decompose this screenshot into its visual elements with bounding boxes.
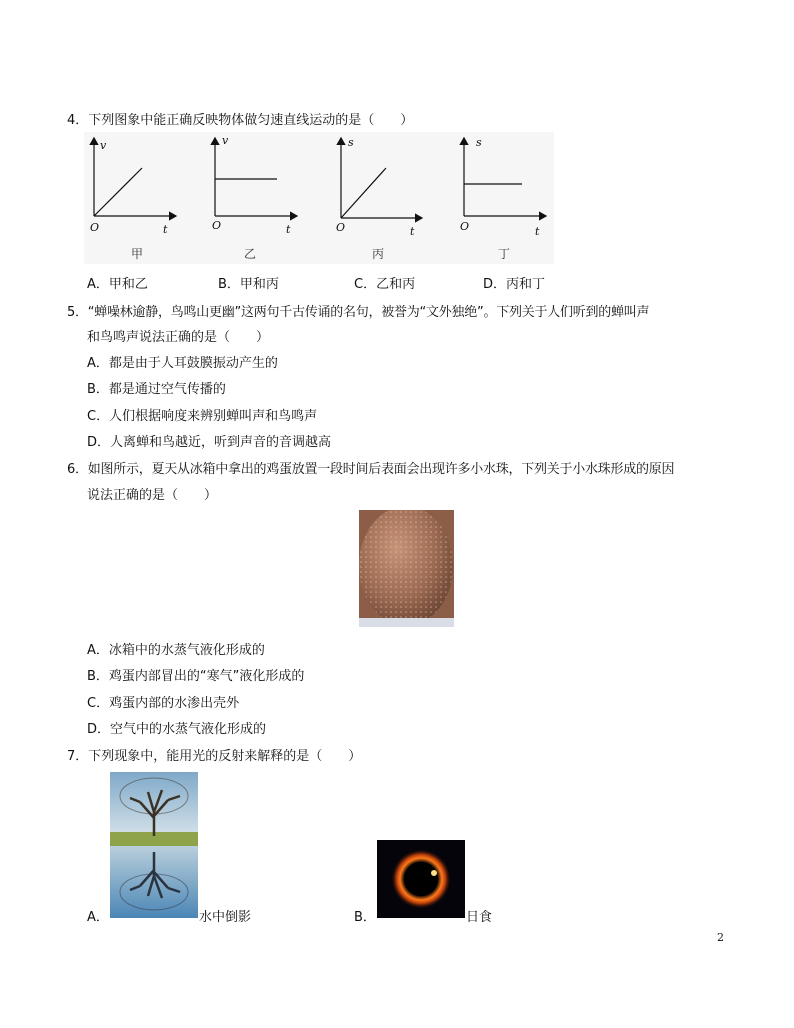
graph-bing-origin: O (336, 221, 346, 234)
q4-graphs-figure (84, 132, 554, 264)
graph-bing-caption: 丙 (372, 247, 385, 261)
q5-stem-line1: 5．“蝉噪林逾静，鸟鸣山更幽”这两句千古传诵的名句，被誉为“文外独绝”。下列关于人们听到的蝉叫声 (67, 305, 650, 320)
graph-ding-yaxis: s (476, 136, 482, 149)
q6-option-d[interactable]: D．空气中的水蒸气液化形成的 (87, 722, 267, 737)
graph-bing-xaxis: t (410, 225, 415, 238)
q4-option-a[interactable]: A．甲和乙 (87, 277, 148, 292)
q7-option-b-label[interactable]: B． (354, 910, 376, 925)
q6-option-a[interactable]: A．冰箱中的水蒸气液化形成的 (87, 643, 265, 658)
graph-jia-yaxis: v (100, 139, 107, 152)
graph-jia-origin: O (90, 221, 100, 234)
q7-stem: 7．下列现象中，能用光的反射来解释的是（ ） (67, 749, 362, 764)
q5-option-a[interactable]: A．都是由于人耳鼓膜振动产生的 (87, 356, 278, 371)
page-number: 2 (717, 931, 724, 944)
solar-eclipse-photo (377, 840, 465, 918)
q6-stem-line1: 6．如图所示，夏天从冰箱中拿出的鸡蛋放置一段时间后表面会出现许多小水珠，下列关于小水珠形成的原因 (67, 462, 675, 477)
egg-photo (359, 510, 454, 627)
q5-option-d[interactable]: D．人离蝉和鸟越近，听到声音的音调越高 (87, 435, 332, 450)
q5-option-b[interactable]: B．都是通过空气传播的 (87, 382, 226, 397)
q7-option-b-text[interactable]: 日食 (466, 910, 493, 925)
tree-reflection-photo (110, 772, 198, 918)
graph-jia-xaxis: t (163, 223, 168, 236)
graph-ding-xaxis: t (535, 225, 540, 238)
q4-option-d[interactable]: D．丙和丁 (483, 277, 546, 292)
q7-option-a-label[interactable]: A． (87, 910, 109, 925)
q4-stem: 4．下列图象中能正确反映物体做匀速直线运动的是（ ） (67, 113, 414, 128)
graph-ding-origin: O (460, 220, 470, 233)
q7-option-a-text[interactable]: 水中倒影 (199, 910, 252, 925)
graph-ding-caption: 丁 (498, 247, 511, 261)
q6-option-c[interactable]: C．鸡蛋内部的水渗出壳外 (87, 696, 240, 711)
q4-option-c[interactable]: C．乙和丙 (354, 277, 416, 292)
q5-stem-line2: 和鸟鸣声说法正确的是（ ） (87, 330, 270, 345)
graph-jia-caption: 甲 (131, 247, 144, 261)
graph-yi-origin: O (212, 219, 222, 232)
q6-stem-line2: 说法正确的是（ ） (87, 488, 218, 503)
q4-option-b[interactable]: B．甲和丙 (218, 277, 279, 292)
graph-yi-xaxis: t (286, 223, 291, 236)
graph-bing-yaxis: s (348, 136, 354, 149)
graph-yi-caption: 乙 (244, 247, 257, 261)
q5-option-c[interactable]: C．人们根据响度来辨别蝉叫声和鸟鸣声 (87, 409, 318, 424)
graph-yi-yaxis: v (222, 134, 229, 147)
q6-option-b[interactable]: B．鸡蛋内部冒出的“寒气”液化形成的 (87, 669, 305, 684)
